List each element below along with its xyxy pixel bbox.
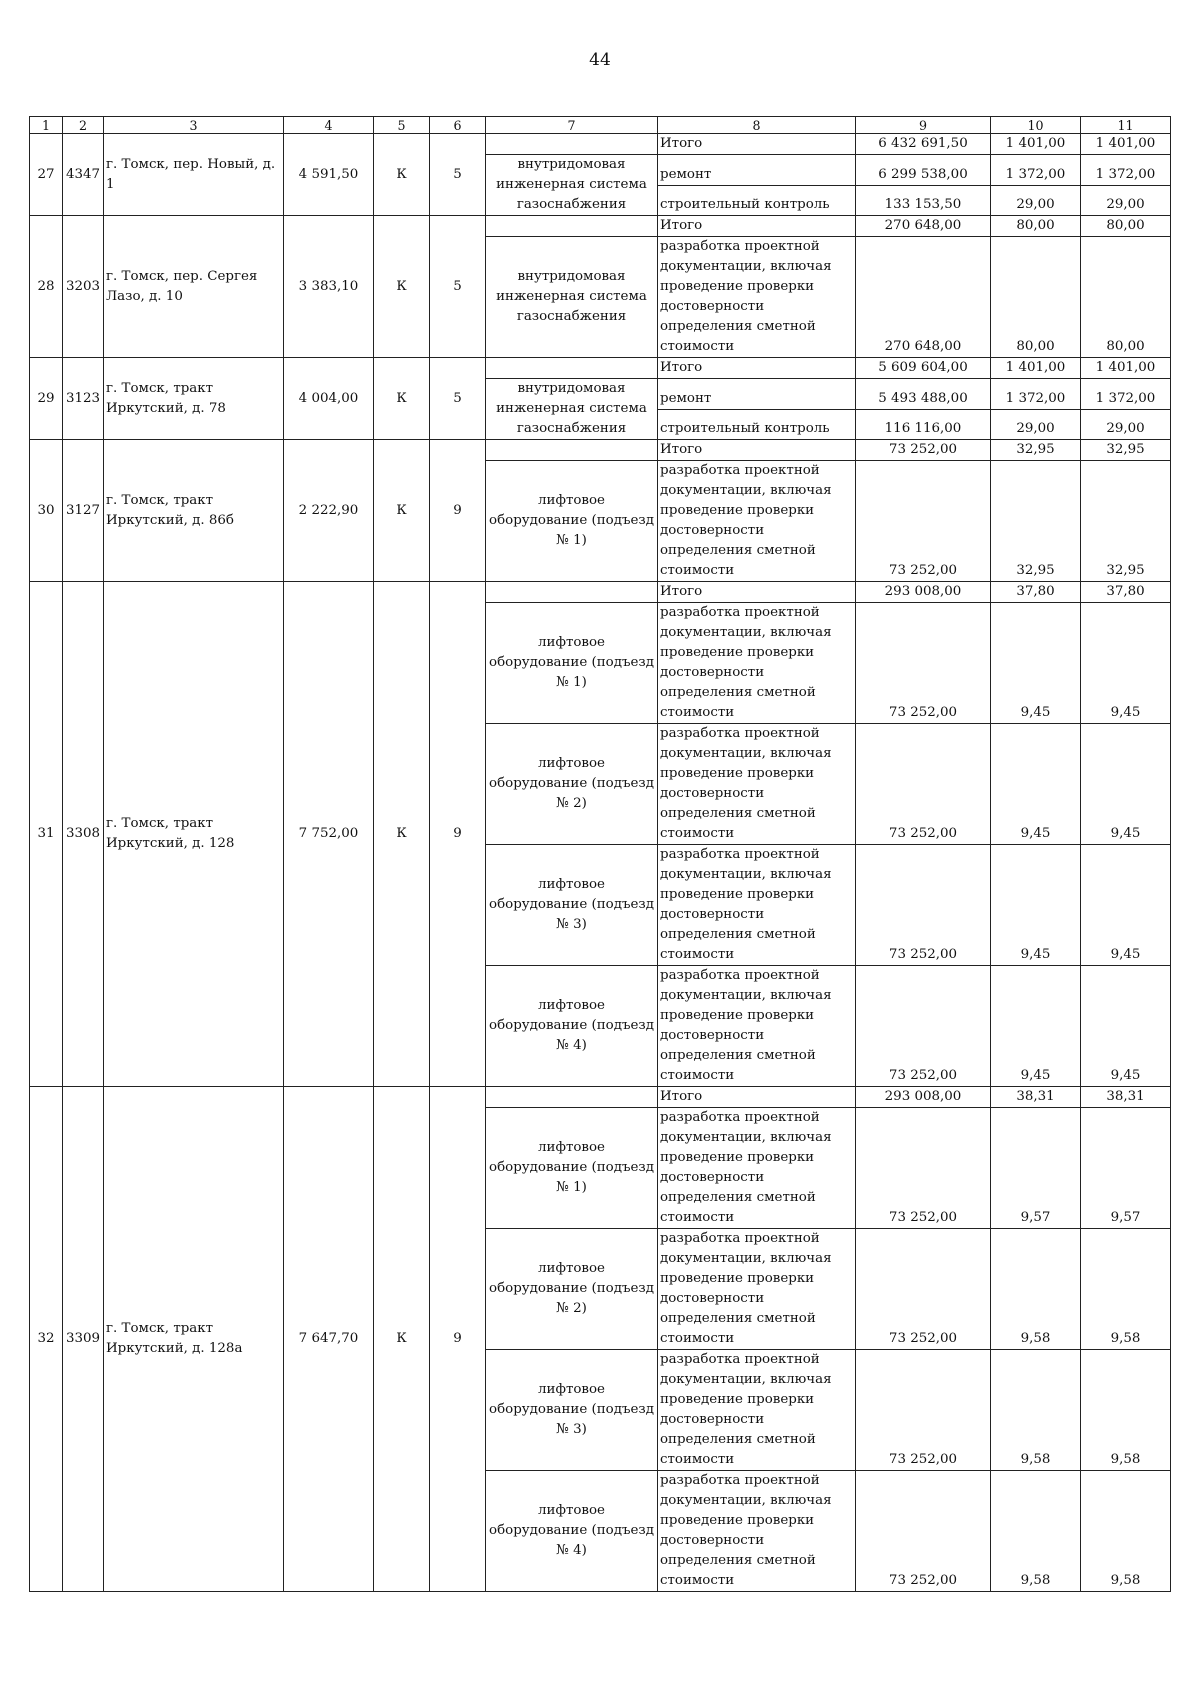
work-v11-cell: 1 372,00 <box>1081 155 1171 186</box>
work-v9-cell: 73 252,00 <box>856 603 991 724</box>
total-v9-cell: 270 648,00 <box>856 216 991 237</box>
work-v9-cell: 73 252,00 <box>856 1229 991 1350</box>
work-type-cell: разработка проектной документации, включая проведение проверки достоверности определения сметной стоимости <box>658 237 856 358</box>
type-cell: К <box>374 358 430 440</box>
work-type-cell: строительный контроль <box>658 409 856 440</box>
total-row <box>30 1087 1171 1108</box>
total-row <box>30 582 1171 603</box>
col-header-2: 2 <box>63 117 104 134</box>
system-empty-cell <box>486 582 658 603</box>
house-code-cell: 3123 <box>63 358 104 440</box>
row-number-cell: 29 <box>30 358 63 440</box>
address-cell: г. Томск, тракт Иркутский, д. 78 <box>104 358 284 440</box>
work-v10-cell: 1 372,00 <box>991 379 1081 410</box>
floors-cell: 9 <box>430 440 486 582</box>
system-name-cell: внутридомовая инженерная система газоснабжения <box>486 237 658 358</box>
total-v11-cell: 32,95 <box>1081 440 1171 461</box>
area-cell: 4 591,50 <box>284 134 374 216</box>
work-type-cell: разработка проектной документации, включая проведение проверки достоверности определения сметной стоимости <box>658 724 856 845</box>
col-header-1: 1 <box>30 117 63 134</box>
total-label: Итого <box>658 440 856 461</box>
total-v11-cell: 80,00 <box>1081 216 1171 237</box>
floors-cell: 5 <box>430 134 486 216</box>
total-v11-cell: 38,31 <box>1081 1087 1171 1108</box>
work-v10-cell: 9,58 <box>991 1229 1081 1350</box>
work-v10-cell: 32,95 <box>991 461 1081 582</box>
total-v10-cell: 32,95 <box>991 440 1081 461</box>
address-cell: г. Томск, тракт Иркутский, д. 128а <box>104 1087 284 1592</box>
work-v10-cell: 29,00 <box>991 409 1081 440</box>
total-v9-cell: 293 008,00 <box>856 1087 991 1108</box>
row-number-cell: 28 <box>30 216 63 358</box>
total-label: Итого <box>658 134 856 155</box>
system-name-cell: внутридомовая инженерная система газоснабжения <box>486 155 658 216</box>
work-type-cell: строительный контроль <box>658 185 856 216</box>
total-v11-cell: 1 401,00 <box>1081 134 1171 155</box>
system-empty-cell <box>486 358 658 379</box>
repair-schedule-table <box>29 116 1171 1592</box>
type-cell: К <box>374 1087 430 1592</box>
work-v11-cell: 29,00 <box>1081 409 1171 440</box>
work-v9-cell: 73 252,00 <box>856 461 991 582</box>
col-header-9: 9 <box>856 117 991 134</box>
total-v10-cell: 37,80 <box>991 582 1081 603</box>
system-name-cell: лифтовое оборудование (подъезд № 2) <box>486 724 658 845</box>
col-header-7: 7 <box>486 117 658 134</box>
system-name-cell: лифтовое оборудование (подъезд № 2) <box>486 1229 658 1350</box>
floors-cell: 5 <box>430 216 486 358</box>
work-v10-cell: 29,00 <box>991 185 1081 216</box>
row-number-cell: 31 <box>30 582 63 1087</box>
total-row <box>30 440 1171 461</box>
work-v9-cell: 73 252,00 <box>856 966 991 1087</box>
system-empty-cell <box>486 134 658 155</box>
address-cell: г. Томск, тракт Иркутский, д. 86б <box>104 440 284 582</box>
total-v9-cell: 5 609 604,00 <box>856 358 991 379</box>
work-v9-cell: 73 252,00 <box>856 845 991 966</box>
system-name-cell: лифтовое оборудование (подъезд № 4) <box>486 1471 658 1592</box>
total-v9-cell: 293 008,00 <box>856 582 991 603</box>
table-body <box>30 117 1171 1592</box>
col-header-10: 10 <box>991 117 1081 134</box>
total-v9-cell: 6 432 691,50 <box>856 134 991 155</box>
work-type-cell: разработка проектной документации, включая проведение проверки достоверности определения сметной стоимости <box>658 461 856 582</box>
system-name-cell: лифтовое оборудование (подъезд № 1) <box>486 461 658 582</box>
work-v10-cell: 80,00 <box>991 237 1081 358</box>
work-v9-cell: 133 153,50 <box>856 185 991 216</box>
system-name-cell: лифтовое оборудование (подъезд № 3) <box>486 1350 658 1471</box>
work-v11-cell: 9,45 <box>1081 603 1171 724</box>
work-type-cell: разработка проектной документации, включая проведение проверки достоверности определения сметной стоимости <box>658 1108 856 1229</box>
system-name-cell: лифтовое оборудование (подъезд № 4) <box>486 966 658 1087</box>
work-v11-cell: 9,45 <box>1081 966 1171 1087</box>
total-label: Итого <box>658 358 856 379</box>
col-header-11: 11 <box>1081 117 1171 134</box>
house-code-cell: 3203 <box>63 216 104 358</box>
type-cell: К <box>374 440 430 582</box>
address-cell: г. Томск, пер. Сергея Лазо, д. 10 <box>104 216 284 358</box>
work-type-cell: разработка проектной документации, включая проведение проверки достоверности определения сметной стоимости <box>658 1229 856 1350</box>
area-cell: 3 383,10 <box>284 216 374 358</box>
system-name-cell: лифтовое оборудование (подъезд № 1) <box>486 603 658 724</box>
work-v9-cell: 73 252,00 <box>856 1471 991 1592</box>
work-v11-cell: 9,45 <box>1081 724 1171 845</box>
area-cell: 7 647,70 <box>284 1087 374 1592</box>
work-v10-cell: 9,45 <box>991 845 1081 966</box>
work-v10-cell: 1 372,00 <box>991 155 1081 186</box>
work-type-cell: разработка проектной документации, включая проведение проверки достоверности определения сметной стоимости <box>658 1471 856 1592</box>
row-number-cell: 30 <box>30 440 63 582</box>
work-v9-cell: 73 252,00 <box>856 1350 991 1471</box>
work-v10-cell: 9,57 <box>991 1108 1081 1229</box>
work-v9-cell: 116 116,00 <box>856 409 991 440</box>
work-v11-cell: 32,95 <box>1081 461 1171 582</box>
work-v11-cell: 29,00 <box>1081 185 1171 216</box>
house-code-cell: 3127 <box>63 440 104 582</box>
column-number-row <box>30 117 1171 134</box>
work-v10-cell: 9,58 <box>991 1471 1081 1592</box>
work-v11-cell: 9,58 <box>1081 1350 1171 1471</box>
col-header-3: 3 <box>104 117 284 134</box>
work-v11-cell: 9,58 <box>1081 1471 1171 1592</box>
work-type-cell: разработка проектной документации, включая проведение проверки достоверности определения сметной стоимости <box>658 1350 856 1471</box>
total-v10-cell: 1 401,00 <box>991 358 1081 379</box>
work-type-cell: разработка проектной документации, включая проведение проверки достоверности определения сметной стоимости <box>658 603 856 724</box>
total-v11-cell: 37,80 <box>1081 582 1171 603</box>
work-v11-cell: 80,00 <box>1081 237 1171 358</box>
col-header-4: 4 <box>284 117 374 134</box>
work-v11-cell: 9,58 <box>1081 1229 1171 1350</box>
floors-cell: 5 <box>430 358 486 440</box>
type-cell: К <box>374 216 430 358</box>
work-v9-cell: 73 252,00 <box>856 724 991 845</box>
work-type-cell: ремонт <box>658 379 856 410</box>
total-row <box>30 358 1171 379</box>
address-cell: г. Томск, тракт Иркутский, д. 128 <box>104 582 284 1087</box>
work-v11-cell: 9,57 <box>1081 1108 1171 1229</box>
work-v10-cell: 9,45 <box>991 966 1081 1087</box>
total-v10-cell: 1 401,00 <box>991 134 1081 155</box>
total-label: Итого <box>658 1087 856 1108</box>
work-v9-cell: 73 252,00 <box>856 1108 991 1229</box>
system-name-cell: лифтовое оборудование (подъезд № 3) <box>486 845 658 966</box>
col-header-5: 5 <box>374 117 430 134</box>
work-type-cell: разработка проектной документации, включая проведение проверки достоверности определения сметной стоимости <box>658 966 856 1087</box>
system-empty-cell <box>486 1087 658 1108</box>
system-empty-cell <box>486 440 658 461</box>
type-cell: К <box>374 582 430 1087</box>
work-v9-cell: 5 493 488,00 <box>856 379 991 410</box>
area-cell: 7 752,00 <box>284 582 374 1087</box>
work-type-cell: ремонт <box>658 155 856 186</box>
type-cell: К <box>374 134 430 216</box>
work-v10-cell: 9,45 <box>991 724 1081 845</box>
house-code-cell: 4347 <box>63 134 104 216</box>
total-row <box>30 134 1171 155</box>
row-number-cell: 32 <box>30 1087 63 1592</box>
total-v9-cell: 73 252,00 <box>856 440 991 461</box>
system-name-cell: лифтовое оборудование (подъезд № 1) <box>486 1108 658 1229</box>
floors-cell: 9 <box>430 1087 486 1592</box>
total-v10-cell: 80,00 <box>991 216 1081 237</box>
floors-cell: 9 <box>430 582 486 1087</box>
total-v10-cell: 38,31 <box>991 1087 1081 1108</box>
total-row <box>30 216 1171 237</box>
area-cell: 2 222,90 <box>284 440 374 582</box>
work-v10-cell: 9,58 <box>991 1350 1081 1471</box>
page-number: 44 <box>589 50 611 70</box>
col-header-6: 6 <box>430 117 486 134</box>
system-empty-cell <box>486 216 658 237</box>
total-label: Итого <box>658 582 856 603</box>
work-v9-cell: 6 299 538,00 <box>856 155 991 186</box>
work-v9-cell: 270 648,00 <box>856 237 991 358</box>
work-type-cell: разработка проектной документации, включая проведение проверки достоверности определения сметной стоимости <box>658 845 856 966</box>
work-v11-cell: 1 372,00 <box>1081 379 1171 410</box>
address-cell: г. Томск, пер. Новый, д. 1 <box>104 134 284 216</box>
house-code-cell: 3308 <box>63 582 104 1087</box>
house-code-cell: 3309 <box>63 1087 104 1592</box>
row-number-cell: 27 <box>30 134 63 216</box>
work-v10-cell: 9,45 <box>991 603 1081 724</box>
system-name-cell: внутридомовая инженерная система газоснабжения <box>486 379 658 440</box>
col-header-8: 8 <box>658 117 856 134</box>
total-v11-cell: 1 401,00 <box>1081 358 1171 379</box>
total-label: Итого <box>658 216 856 237</box>
work-v11-cell: 9,45 <box>1081 845 1171 966</box>
area-cell: 4 004,00 <box>284 358 374 440</box>
